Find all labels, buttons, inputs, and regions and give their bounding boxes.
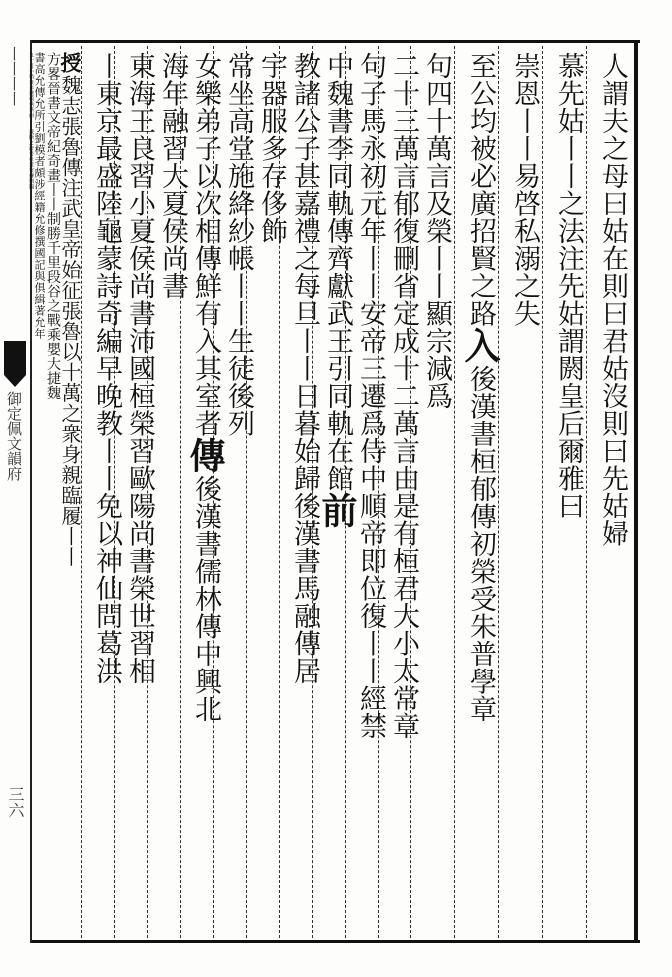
text-column-16: 授魏志張魯傳注武皇帝始征張魯以十萬之衆身親臨履丨丨 [58,52,83,567]
margin-book-title: 御定佩文韻府 [5,391,23,481]
frame-right-border [634,40,638,943]
text-column-14: 東海王良習小夏侯尚書沛國桓榮習歐陽尚書榮世習相 [124,52,155,685]
text-column-15: 丨東京最盛陸龜蒙詩奇編早晚教丨丨免以神仙問葛洪 [91,52,122,685]
text-column-2: 慕先姑丨丨之法注先姑謂閼皇后爾雅曰 [553,52,584,520]
fish-tail-mark-icon [4,341,26,375]
page-margin-strip [0,46,28,938]
text-column-10: 宇器服多存侈飾 [256,52,287,245]
text-column-3: 崇恩丨丨易啓私溺之失 [509,52,540,327]
text-column-8: 中魏書李同軌傳齊獻武王引同軌在館前 [316,52,358,530]
text-column-9: 教諸公子甚嘉禮之每旦丨丨日暮始歸後漢書馬融傳居 [289,52,320,685]
margin-page-number: 三六 [6,786,25,818]
text-column-4: 至公均被必廣招賢之路入後漢書桓郁傳初榮受朱普學章 [459,52,501,723]
text-column-18: 書高允傳允所引劉模者頗涉經籍允修撰國記與俱緝著允年 [33,52,46,340]
frame-bottom-border [30,940,640,943]
text-column-19: 九十目手稍衰多遺模執筆而丨丨裁斷之唐書杜黃裳傳劉闢 [28,52,34,190]
margin-upper-glyphs: 丨丨丨丨 [5,46,23,106]
text-column-12: 女樂弟子以次相傳鮮有入其室者傳後漢書儒林傳中興北 [184,52,226,723]
text-column-5: 句四十萬言及榮丨丨顯宗減爲 [421,52,452,410]
frame-top-border [30,40,640,43]
text-column-17: 方畧晉書文帝紀奇畫丨丨制勝千里段谷之戰乘嬰大捷魏 [45,52,61,400]
text-column-13: 海年融習大夏侯尚書 [157,52,188,300]
text-column-7: 句子馬永初元年丨丨安帝三遷爲侍中順帝即位復丨丨經禁 [355,52,386,740]
text-column-6: 二十三萬言郁復刪省定成十二萬言由是有桓君大小太常章 [388,52,419,740]
fish-tail-point-icon [4,375,26,387]
text-column-11: 常坐高堂施絳紗帳丨丨生徒後列 [223,52,254,437]
text-column-1: 人謂夫之母曰姑在則曰君姑沒則曰先姑婦 [597,52,628,547]
